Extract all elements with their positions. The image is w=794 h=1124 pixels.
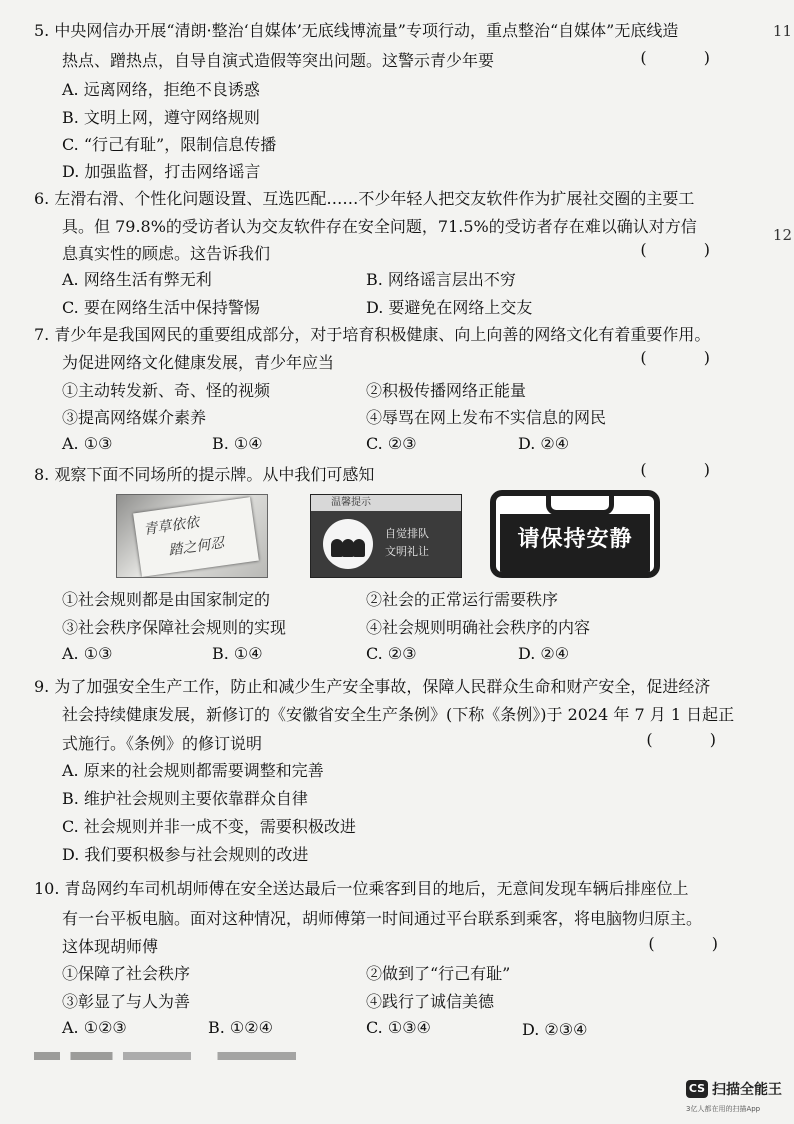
q5-option-d: D. 加强监督，打击网络谣言 xyxy=(62,162,261,181)
answer-paren: ( ) xyxy=(646,730,742,749)
q10-choice-c: C. ①③④ xyxy=(366,1018,431,1037)
q6-stem-line: 息真实性的顾虑。这告诉我们 xyxy=(62,244,271,263)
q10-choice-b: B. ①②④ xyxy=(208,1018,273,1037)
q6-option-b: B. 网络谣言层出不穷 xyxy=(366,270,516,289)
q7-stem-line: 7. 青少年是我国网民的重要组成部分，对于培育积极健康、向上向善的网络文化有着重要作用。 xyxy=(34,325,711,344)
q8-choice-d: D. ②④ xyxy=(518,644,570,663)
grass-sign-card xyxy=(133,497,259,577)
q7-choice-a: A. ①③ xyxy=(62,434,113,453)
q7-item-1: ①主动转发新、奇、怪的视频 xyxy=(62,381,271,400)
q8-item-3: ③社会秩序保障社会规则的实现 xyxy=(62,618,287,637)
answer-paren: ( ) xyxy=(640,460,736,479)
q8-item-1: ①社会规则都是由国家制定的 xyxy=(62,590,271,609)
q9-option-d: D. 我们要积极参与社会规则的改进 xyxy=(62,845,309,864)
q5-option-c: C. “行己有耻”，限制信息传播 xyxy=(62,135,277,154)
q5-option-b: B. 文明上网，遵守网络规则 xyxy=(62,108,260,127)
q5-option-a: A. 远离网络，拒绝不良诱惑 xyxy=(62,80,260,99)
q10-stem-line: 10. 青岛网约车司机胡师傅在安全送达最后一位乘客到目的地后，无意间发现车辆后排座位上 xyxy=(34,879,689,898)
q9-option-b: B. 维护社会规则主要依靠群众自律 xyxy=(62,789,308,808)
queue-people-icon xyxy=(323,519,373,569)
answer-paren: ( ) xyxy=(640,240,736,259)
q10-item-1: ①保障了社会秩序 xyxy=(62,964,191,983)
answer-paren: ( ) xyxy=(640,48,736,67)
q10-item-2: ②做到了“行己有耻” xyxy=(366,964,511,983)
queue-sign-line: 自觉排队 xyxy=(385,527,429,540)
q9-stem-line: 式施行。《条例》的修订说明 xyxy=(62,734,263,753)
q8-choice-b: B. ①④ xyxy=(212,644,263,663)
q8-choice-c: C. ②③ xyxy=(366,644,417,663)
q6-option-a: A. 网络生活有弊无利 xyxy=(62,270,212,289)
q7-item-2: ②积极传播网络正能量 xyxy=(366,381,527,400)
q7-choice-d: D. ②④ xyxy=(518,434,570,453)
q7-item-3: ③提高网络媒介素养 xyxy=(62,408,207,427)
q10-item-4: ④践行了诚信美德 xyxy=(366,992,495,1011)
q7-stem-line: 为促进网络文化健康发展，青少年应当 xyxy=(62,353,335,372)
grass-sign-line: 踏之何忍 xyxy=(167,535,226,559)
margin-number: 11 xyxy=(772,22,792,40)
q10-stem-line: 有一台平板电脑。面对这种情况，胡师傅第一时间通过平台联系到乘客，将电脑物归原主。 xyxy=(62,909,703,928)
queue-sign-photo xyxy=(310,494,462,578)
q8-choice-a: A. ①③ xyxy=(62,644,113,663)
margin-number: 12 xyxy=(772,226,792,244)
quiet-sign xyxy=(490,490,660,578)
answer-paren: ( ) xyxy=(640,348,736,367)
q9-option-a: A. 原来的社会规则都需要调整和完善 xyxy=(62,761,324,780)
quiet-sign-text: 请保持安静 xyxy=(517,527,633,552)
queue-sign-line: 文明礼让 xyxy=(385,545,429,558)
q7-choice-c: C. ②③ xyxy=(366,434,417,453)
q6-option-c: C. 要在网络生活中保持警惕 xyxy=(62,298,260,317)
sign-hanger-icon xyxy=(546,492,614,515)
queue-sign-text xyxy=(385,525,429,561)
q6-stem-line: 6. 左滑右滑、个性化问题设置、互选匹配……不少年轻人把交友软件作为扩展社交圈的主要工 xyxy=(34,189,695,208)
camscanner-logo-icon: CS xyxy=(686,1080,708,1098)
q7-choice-b: B. ①④ xyxy=(212,434,263,453)
answer-paren: ( ) xyxy=(648,934,744,953)
q8-stem-line: 8. 观察下面不同场所的提示牌。从中我们可感知 xyxy=(34,465,375,484)
q10-choice-a: A. ①②③ xyxy=(62,1018,127,1037)
q10-choice-d: D. ②③④ xyxy=(522,1020,588,1039)
q9-option-c: C. 社会规则并非一成不变，需要积极改进 xyxy=(62,817,356,836)
q7-item-4: ④辱骂在网上发布不实信息的网民 xyxy=(366,408,607,427)
q6-stem-line: 具。但 79.8%的受访者认为交友软件存在安全问题，71.5%的受访者存在难以确认对方信 xyxy=(62,217,697,236)
q6-option-d: D. 要避免在网络上交友 xyxy=(366,298,533,317)
q9-stem-line: 社会持续健康发展，新修订的《安徽省安全生产条例》(下称《条例》)于 2024 年 7 月 1 日起正 xyxy=(62,705,735,724)
grass-sign-photo xyxy=(116,494,268,578)
q8-item-2: ②社会的正常运行需要秩序 xyxy=(366,590,559,609)
scanner-app-tagline: 3亿人都在用的扫描App xyxy=(686,1105,761,1113)
grass-sign-line: 青草依依 xyxy=(142,514,201,539)
footer-smudge xyxy=(34,1052,296,1060)
queue-sign-header: 温馨提示 xyxy=(311,495,461,511)
q5-stem-line: 5. 中央网信办开展“清朗·整治‘自媒体’无底线博流量”专项行动，重点整治“自媒体”无底线造 xyxy=(34,21,679,40)
q10-stem-line: 这体现胡师傅 xyxy=(62,937,159,956)
q9-stem-line: 9. 为了加强安全生产工作，防止和减少生产安全事故，保障人民群众生命和财产安全，促进经济 xyxy=(34,677,711,696)
q10-item-3: ③彰显了与人为善 xyxy=(62,992,191,1011)
q8-item-4: ④社会规则明确社会秩序的内容 xyxy=(366,618,591,637)
scanner-app-name: 扫描全能王 xyxy=(712,1082,782,1098)
q5-stem-line: 热点、蹭热点，自导自演式造假等突出问题。这警示青少年要 xyxy=(62,51,495,70)
